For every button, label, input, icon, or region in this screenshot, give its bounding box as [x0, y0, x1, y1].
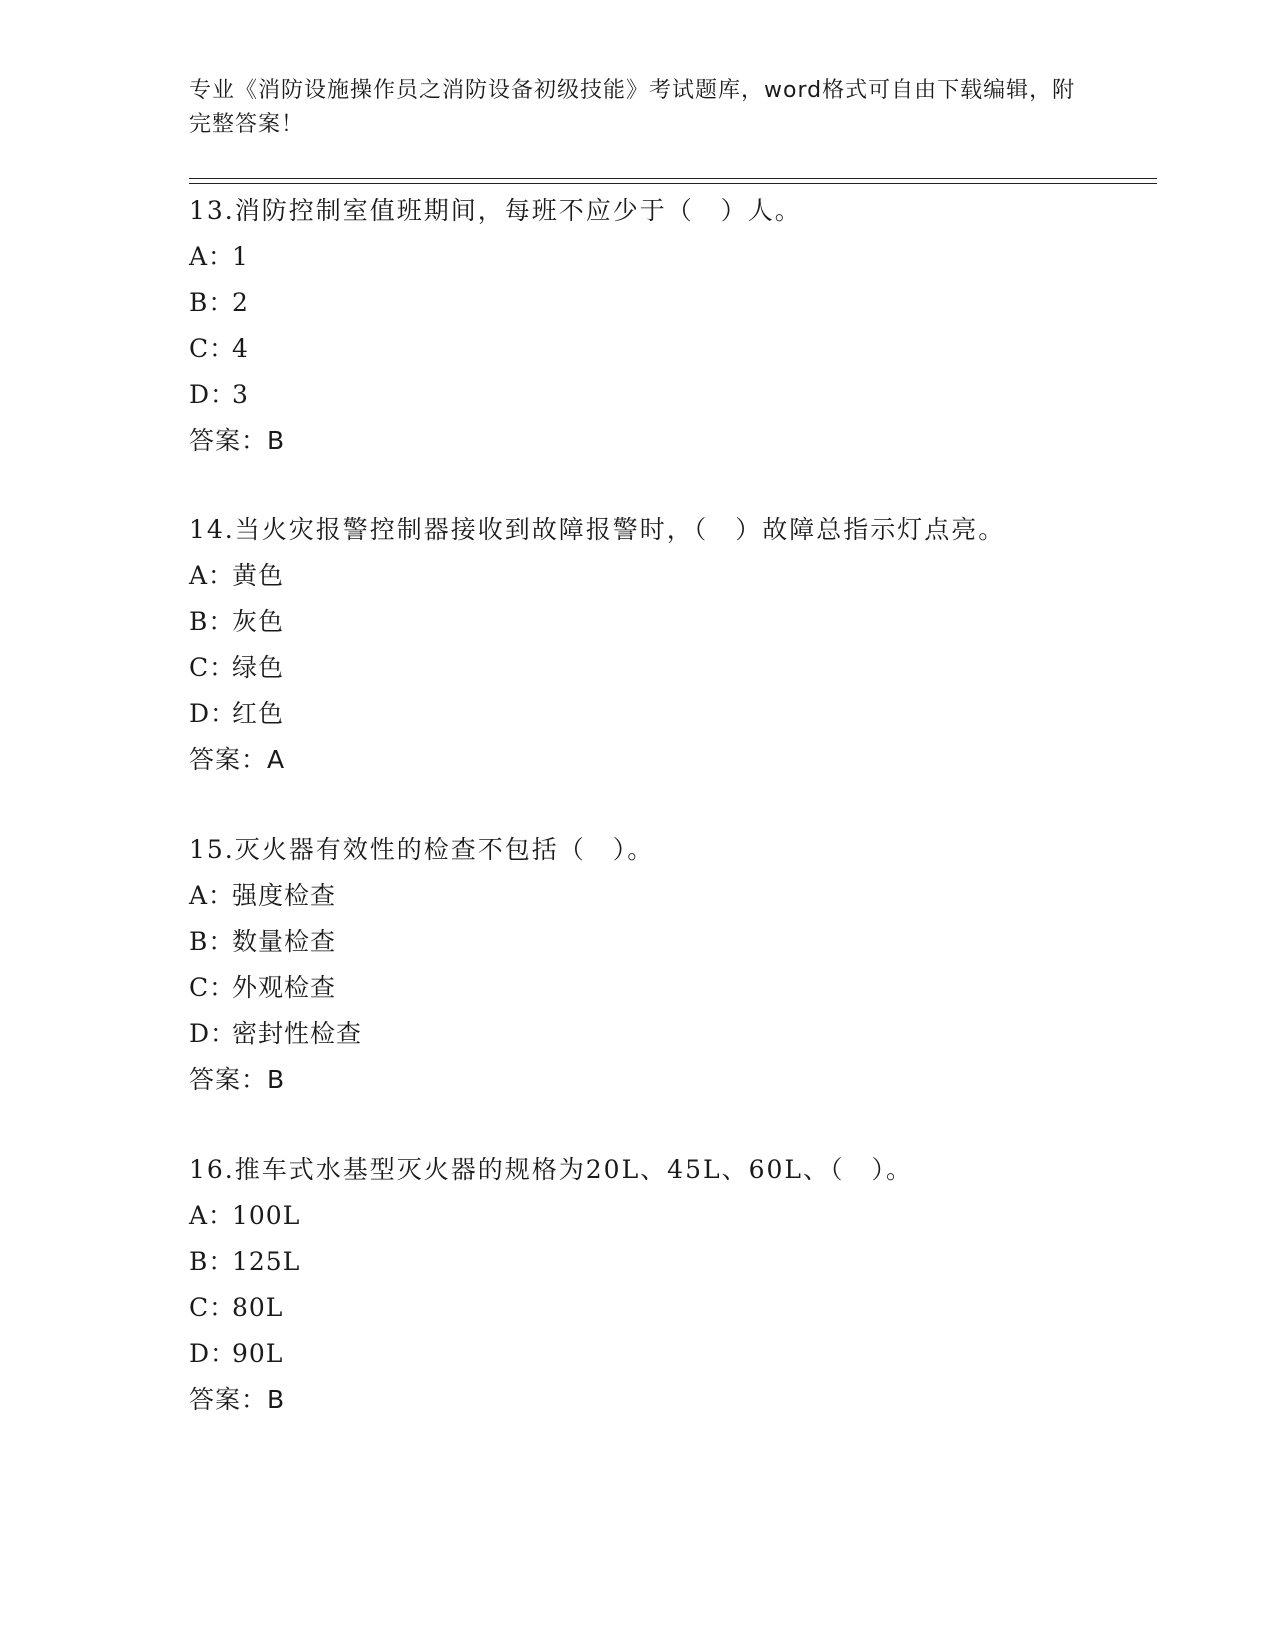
header-divider-top	[189, 178, 1157, 179]
question-stem: 16.推车式水基型灭火器的规格为20L、45L、60L、（ ）。	[189, 1155, 913, 1184]
option-text: 黄色	[232, 561, 285, 590]
answer-label: 答案：	[189, 1065, 268, 1094]
answer-line	[189, 1377, 1169, 1423]
question-13	[189, 188, 1169, 464]
option-b	[189, 280, 1169, 326]
option-letter: A：	[189, 881, 235, 910]
option-d	[189, 1011, 1169, 1057]
option-a	[189, 873, 1169, 919]
option-text: 125L	[232, 1247, 301, 1276]
option-text: 80L	[232, 1293, 284, 1322]
option-letter: C：	[189, 334, 236, 363]
option-letter: A：	[189, 242, 235, 271]
answer-value: B	[267, 1385, 286, 1414]
option-text: 2	[232, 288, 249, 317]
option-b	[189, 1239, 1169, 1285]
header-divider-bottom	[189, 183, 1157, 184]
option-c	[189, 326, 1169, 372]
question-stem: 14.当火灾报警控制器接收到故障报警时，（ ）故障总指示灯点亮。	[189, 515, 1006, 544]
option-text: 红色	[232, 699, 285, 728]
answer-value: B	[267, 426, 286, 455]
option-a	[189, 553, 1169, 599]
answer-value: A	[267, 745, 286, 774]
answer-label: 答案：	[189, 745, 268, 774]
option-text: 1	[232, 242, 249, 271]
answer-value: B	[267, 1065, 286, 1094]
option-letter: D：	[189, 699, 237, 728]
option-text: 4	[232, 334, 249, 363]
option-letter: C：	[189, 973, 236, 1002]
option-b	[189, 599, 1169, 645]
option-text: 90L	[232, 1339, 284, 1368]
question-stem: 15.灭火器有效性的检查不包括（ ）。	[189, 835, 655, 864]
option-text: 灰色	[232, 607, 285, 636]
option-letter: B：	[189, 927, 235, 956]
option-d	[189, 691, 1169, 737]
answer-line	[189, 737, 1169, 783]
option-letter: D：	[189, 1339, 237, 1368]
option-letter: B：	[189, 1247, 235, 1276]
option-text: 强度检查	[232, 881, 337, 910]
option-letter: B：	[189, 607, 235, 636]
option-letter: C：	[189, 1293, 236, 1322]
question-15	[189, 827, 1169, 1103]
option-b	[189, 919, 1169, 965]
question-14	[189, 507, 1169, 783]
answer-line	[189, 1057, 1169, 1103]
option-a	[189, 234, 1169, 280]
question-16	[189, 1147, 1169, 1423]
option-letter: A：	[189, 1201, 235, 1230]
option-text: 100L	[232, 1201, 301, 1230]
option-text: 密封性检查	[232, 1019, 363, 1048]
option-text: 3	[232, 380, 249, 409]
option-c	[189, 645, 1169, 691]
option-letter: A：	[189, 561, 235, 590]
answer-line	[189, 418, 1169, 464]
option-letter: D：	[189, 380, 237, 409]
option-c	[189, 1285, 1169, 1331]
option-a	[189, 1193, 1169, 1239]
question-stem: 13.消防控制室值班期间，每班不应少于（ ）人。	[189, 196, 802, 225]
option-text: 数量检查	[232, 927, 337, 956]
answer-label: 答案：	[189, 426, 268, 455]
option-d	[189, 372, 1169, 418]
option-d	[189, 1331, 1169, 1377]
option-letter: B：	[189, 288, 235, 317]
document-header: 专业《消防设施操作员之消防设备初级技能》考试题库，word格式可自由下载编辑，附完整答案！	[189, 78, 1076, 137]
option-c	[189, 965, 1169, 1011]
option-text: 外观检查	[232, 973, 337, 1002]
option-letter: D：	[189, 1019, 237, 1048]
option-letter: C：	[189, 653, 236, 682]
answer-label: 答案：	[189, 1385, 268, 1414]
option-text: 绿色	[232, 653, 285, 682]
